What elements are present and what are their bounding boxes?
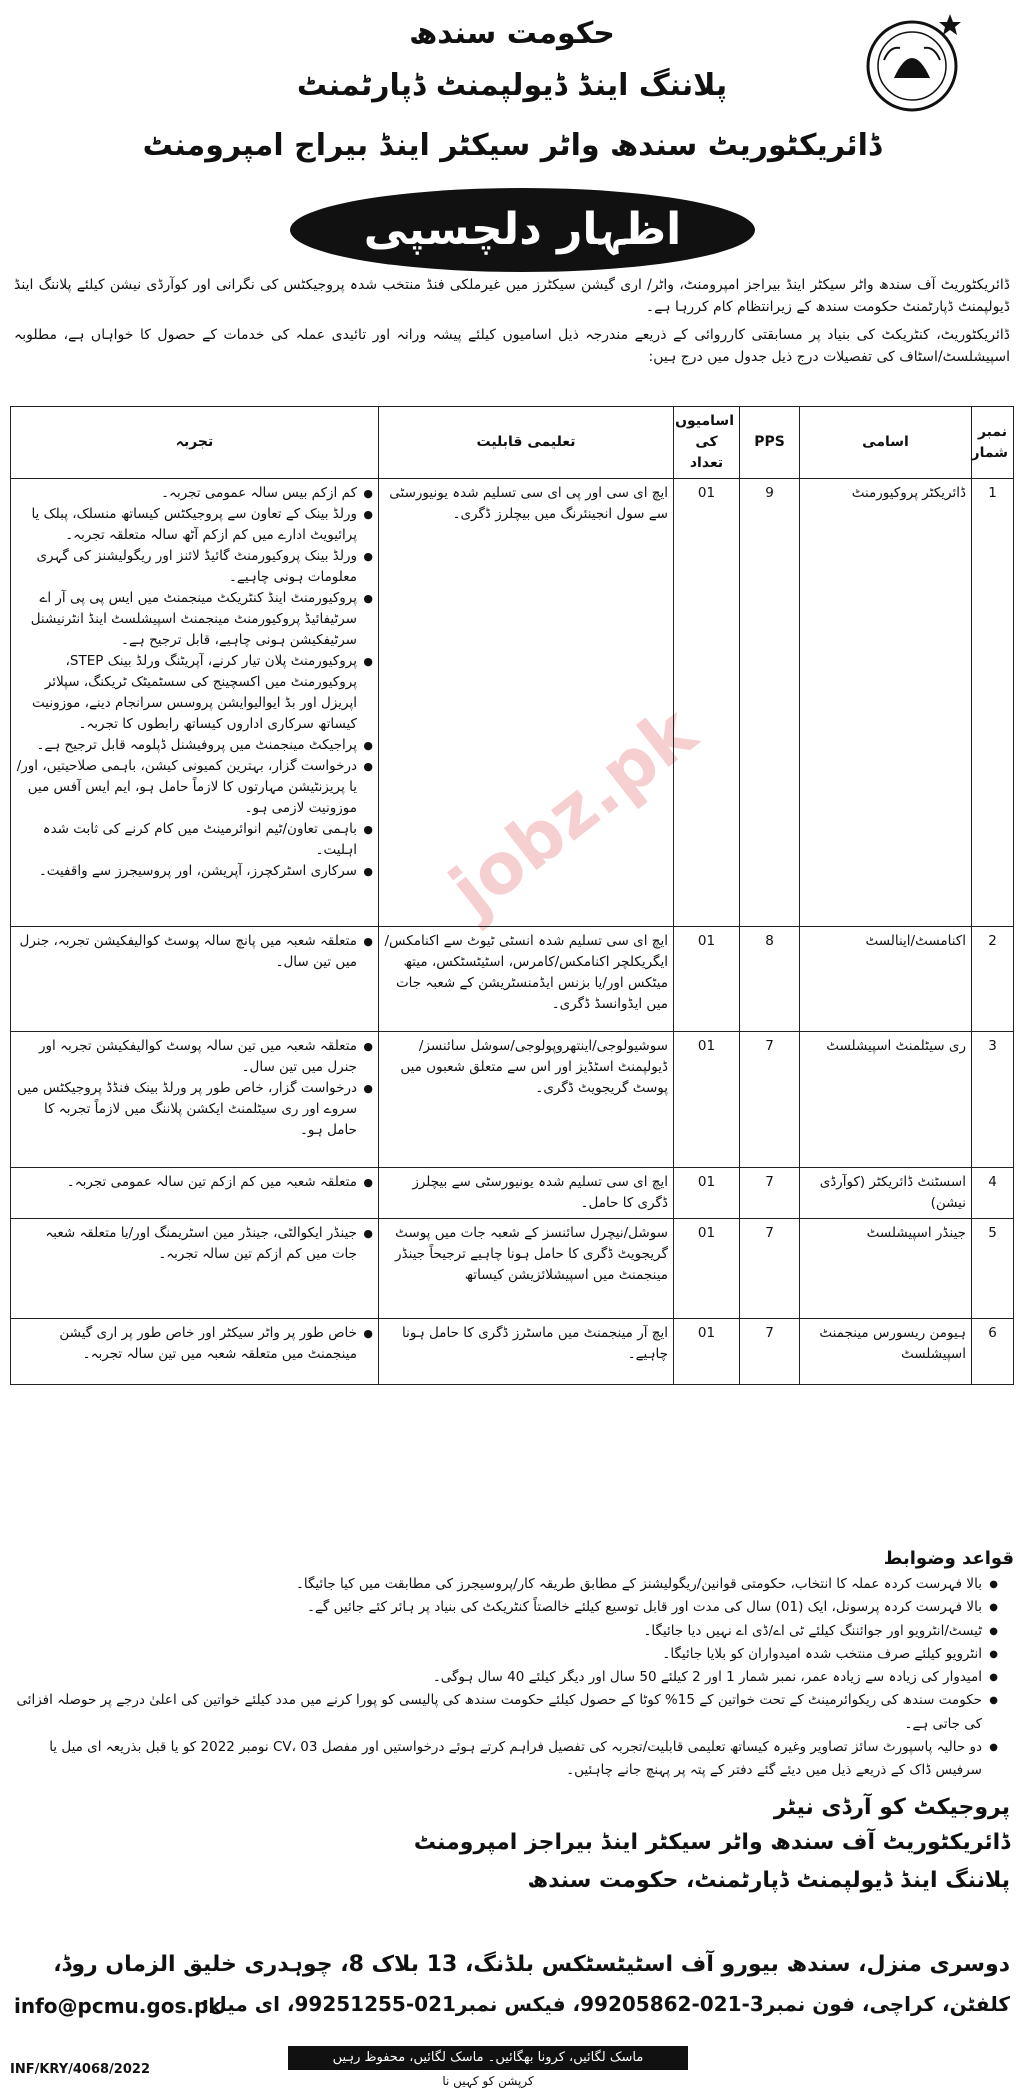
cell-qualification: ایچ ای سی تسلیم شدہ یونیورسٹی سے بیچلرز ڈگری کا حامل۔ (379, 1168, 674, 1219)
rule-item: ● ٹیسٹ/انٹرویو اور جوائننگ کیلئے ٹی اے/ڈی اے نہیں دیا جائیگا۔ (14, 1620, 982, 1643)
experience-item: ● پروکیورمنٹ اینڈ کنٹریکٹ مینجمنٹ میں ایس پی پی آر اے سرٹیفائیڈ پروکیورمنٹ مینجمنٹ اسپیشلسٹ اینڈ انٹرنیشنل سرٹیفکیشن ہونی چاہیے، قابل ترجیح ہے۔ (16, 588, 359, 651)
cell-post: جینڈر اسپیشلسٹ (800, 1219, 972, 1319)
table-row (11, 1032, 1014, 1168)
rule-item: ● بالا فہرست کردہ پرسونل، ایک (01) سال کی مدت اور قابل توسیع کیلئے خالصتاً کنٹریکٹ کی بنیاد پر ہائر کئے جائیں گے۔ (14, 1596, 982, 1619)
cell-qualification: ایچ ای سی اور پی ای سی تسلیم شدہ یونیورسٹی سے سول انجینئرنگ میں بیچلرز ڈگری۔ (379, 479, 674, 927)
cell-serial: 5 (972, 1219, 1014, 1319)
table-row (11, 927, 1014, 1032)
experience-item: ● ورلڈ بینک کے تعاون سے پروجیکٹس کیساتھ منسلک، پبلک یا پرائیویٹ ادارے میں کم ازکم آٹھ سالہ متعلقہ تجربہ۔ (16, 504, 359, 546)
header-serial: نمبر شمار (972, 407, 1014, 479)
experience-item: ● متعلقہ شعبہ میں تین سالہ پوسٹ کوالیفکیشن تجربہ اور جنرل میں تین سال۔ (16, 1036, 359, 1078)
rule-item: ● دو حالیہ پاسپورٹ سائز تصاویر وغیرہ کیساتھ تعلیمی قابلیت/تجربہ کی تفصیل فراہم کرتے ہوئے درخواستیں اور مفصل CV، 03 نومبر 2022 کو یا قبل بذریعہ ای میل یا سرفیس ڈاک کے ذریعے ذیل میں دیئے گئے دفتر کے پتہ پر پہنچ جانے چاہئیں۔ (14, 1736, 982, 1783)
cell-serial: 3 (972, 1032, 1014, 1168)
cell-serial: 1 (972, 479, 1014, 927)
experience-item: ● متعلقہ شعبہ میں کم ازکم تین سالہ عمومی تجربہ۔ (16, 1172, 359, 1193)
cell-count: 01 (674, 479, 740, 927)
header-pps: PPS (740, 407, 800, 479)
experience-item: ● پراجیکٹ مینجمنٹ میں پروفیشنل ڈپلومہ قابل ترجیح ہے۔ (16, 735, 359, 756)
cell-count: 01 (674, 927, 740, 1032)
contact-email-link[interactable]: info@pcmu.gos.pk (14, 1994, 222, 2018)
contact-directorate: ڈائریکٹوریٹ آف سندھ واٹر سیکٹر اینڈ بیراجز امپرومنٹ (413, 1830, 1010, 1855)
cell-post: اسسٹنٹ ڈائریکٹر (کوآرڈی نیشن) (800, 1168, 972, 1219)
contact-department: پلاننگ اینڈ ڈیولپمنٹ ڈپارٹمنٹ، حکومت سندھ (527, 1868, 1010, 1893)
cell-serial: 4 (972, 1168, 1014, 1219)
cell-experience (11, 927, 379, 1032)
intro-paragraph-2: ڈائریکٹوریٹ، کنٹریکٹ کی بنیاد پر مسابقتی کارروائی کے ذریعے مندرجہ ذیل اسامیوں کیلئے پیشہ ورانہ اور تائیدی عملہ کی خدمات کے حصول کا خواہاں ہے، مطلوبہ اسپیشلسٹ/اسٹاف کی تفصیلات درج ذیل جدول میں درج ہیں: (14, 327, 1010, 365)
cell-count: 01 (674, 1168, 740, 1219)
sindh-government-emblem-icon (854, 8, 964, 118)
cell-experience (11, 1319, 379, 1385)
expression-of-interest-banner: اظہار دلچسپی (290, 188, 755, 272)
cell-qualification: ایچ آر مینجمنٹ میں ماسٹرز ڈگری کا حامل ہونا چاہیے۔ (379, 1319, 674, 1385)
rule-item: ● امیدوار کی زیادہ سے زیادہ عمر، نمبر شمار 1 اور 2 کیلئے 50 سال اور دیگر کیلئے 40 سال ہوگی۔ (14, 1666, 982, 1689)
header-directorate: ڈائریکٹوریٹ سندھ واٹر سیکٹر اینڈ بیراج امپرومنٹ (142, 128, 882, 163)
cell-pps: 7 (740, 1219, 800, 1319)
cell-pps: 8 (740, 927, 800, 1032)
cell-post: ہیومن ریسورس مینجمنٹ اسپیشلسٹ (800, 1319, 972, 1385)
header-government: حکومت سندھ (409, 16, 615, 51)
watermark: jobz.pk (435, 690, 712, 932)
experience-item: ● کم ازکم بیس سالہ عمومی تجربہ۔ (16, 483, 359, 504)
rule-item: ● بالا فہرست کردہ عملہ کا انتخاب، حکومتی قوانین/ریگولیشنز کے مطابق طریقہ کار/پروسیجرز کی مطابقت میں کیا جائیگا۔ (14, 1573, 982, 1596)
experience-item: ● سرکاری اسٹرکچرز، آپریشن، اور پروسیجرز سے واقفیت۔ (16, 861, 359, 882)
experience-item: ● ورلڈ بینک پروکیورمنٹ گائیڈ لائنز اور ریگولیشنز کی گہری معلومات ہونی چاہیے۔ (16, 546, 359, 588)
cell-pps: 9 (740, 479, 800, 927)
cell-post: اکنامسٹ/اینالسٹ (800, 927, 972, 1032)
reference-number: INF/KRY/4068/2022 (10, 2062, 150, 2077)
experience-item: ● متعلقہ شعبہ میں پانچ سالہ پوسٹ کوالیفکیشن تجربہ، جنرل میں تین سال۔ (16, 931, 359, 973)
cell-count: 01 (674, 1319, 740, 1385)
cell-experience (11, 1168, 379, 1219)
cell-serial: 6 (972, 1319, 1014, 1385)
experience-item: ● باہمی تعاون/ٹیم انوائرمینٹ میں کام کرنے کی ثابت شدہ اہلیت۔ (16, 819, 359, 861)
header-post: اسامی (800, 407, 972, 479)
rules-title: قواعد وضوابط (883, 1548, 1014, 1569)
cell-qualification: سوشیولوجی/اینتھروپولوجی/سوشل سائنسز/ڈیولپمنٹ اسٹڈیز اور اس سے متعلق شعبوں میں پوسٹ گریجویٹ ڈگری۔ (379, 1032, 674, 1168)
experience-item: ● درخواست گزار، بہترین کمیونی کیشن، باہمی صلاحیتیں، اور/یا پریزنٹیشن مہارتوں کا لازماً حامل ہو، ایم ایس آفس میں موزونیت لازمی ہو۔ (16, 756, 359, 819)
table-row (11, 1168, 1014, 1219)
cell-experience (11, 479, 379, 927)
table-row (11, 479, 1014, 927)
header-count: اسامیوں کی تعداد (674, 407, 740, 479)
experience-item: ● درخواست گزار، خاص طور پر ورلڈ بینک فنڈڈ پروجیکٹس میں سروے اور ری سیٹلمنٹ ایکشن پلاننگ میں لازماً تجربہ کا حامل ہو۔ (16, 1078, 359, 1141)
table-row (11, 1319, 1014, 1385)
rule-item: ● انٹرویو کیلئے صرف منتخب شدہ امیدواران کو بلایا جائیگا۔ (14, 1643, 982, 1666)
experience-item: ● خاص طور پر واٹر سیکٹر اور خاص طور پر اری گیشن مینجمنٹ میں متعلقہ شعبہ میں تین سالہ تجربہ۔ (16, 1323, 359, 1365)
anti-corruption-strip: کرپشن کو کہیں نا (442, 2074, 534, 2088)
cell-pps: 7 (740, 1168, 800, 1219)
cell-qualification: سوشل/نیچرل سائنسز کے شعبہ جات میں پوسٹ گریجویٹ ڈگری کا حامل ہونا چاہیے ترجیحاً جینڈر مینجمنٹ میں اسپیشلائزیشن کیساتھ (379, 1219, 674, 1319)
cell-pps: 7 (740, 1319, 800, 1385)
rules-list (14, 1573, 1010, 1783)
intro-paragraph-1: ڈائریکٹوریٹ آف سندھ واٹر سیکٹر اینڈ بیراجز امپرومنٹ، واٹر/ اری گیشن سیکٹرز میں غیرملکی فنڈ منتخب شدہ پروجیکٹس کی نگرانی اور کوآرڈی نیشن کیلئے پلاننگ اینڈ ڈیولپمنٹ ڈپارٹمنٹ حکومت سندھ کے زیرانتظام کام کررہا ہے۔ (14, 277, 1010, 315)
header-qualification: تعلیمی قابلیت (379, 407, 674, 479)
rule-item: ● حکومت سندھ کی ریکوائرمینٹ کے تحت خواتین کے 15% کوٹا کے حصول کیلئے حکومت سندھ کی پالیسی کو پورا کرنے میں مدد کیلئے خواتین کی اعلیٰ درجے پر حوصلہ افزائی کی جاتی ہے۔ (14, 1689, 982, 1736)
cell-post: ری سیٹلمنٹ اسپیشلسٹ (800, 1032, 972, 1168)
header-department: پلاننگ اینڈ ڈیولپمنٹ ڈپارٹمنٹ (296, 68, 728, 103)
cell-serial: 2 (972, 927, 1014, 1032)
table-row (11, 1219, 1014, 1319)
cell-count: 01 (674, 1219, 740, 1319)
cell-experience (11, 1032, 379, 1168)
mask-awareness-strip: ماسک لگائیں، کرونا بھگائیں۔ ماسک لگائیں، محفوظ رہیں (288, 2046, 688, 2070)
cell-experience (11, 1219, 379, 1319)
contact-address-line-1: دوسری منزل، سندھ بیورو آف اسٹیٹسٹکس بلڈنگ، 13 بلاک 8، چوہدری خلیق الزماں روڈ، (53, 1952, 1010, 1977)
cell-qualification: ایچ ای سی تسلیم شدہ انسٹی ٹیوٹ سے اکنامکس/ایگریکلچر اکنامکس/کامرس، اسٹیٹسٹکس، میتھ میٹکس اور/یا بزنس ایڈمنسٹریشن کے شعبہ جات میں ایڈوانسڈ ڈگری۔ (379, 927, 674, 1032)
experience-item: ● جینڈر ایکوالٹی، جینڈر مین اسٹریمنگ اور/یا متعلقہ شعبہ جات میں کم ازکم تین سالہ تجربہ۔ (16, 1223, 359, 1265)
cell-post: ڈائریکٹر پروکیورمنٹ (800, 479, 972, 927)
posts-table (10, 406, 1014, 1385)
table-header-row (11, 407, 1014, 479)
contact-address-line-2: کلفٹن، کراچی، فون نمبر3-021-99205862، فیکس نمبر021-99251255، ای میل: (201, 1992, 1010, 2016)
contact-title: پروجیکٹ کو آرڈی نیٹر (773, 1795, 1010, 1820)
cell-pps: 7 (740, 1032, 800, 1168)
header-experience: تجربہ (11, 407, 379, 479)
experience-item: ● پروکیورمنٹ پلان تیار کرنے، آپریٹنگ ورلڈ بینک STEP، پروکیورمنٹ میں اکسچینج کی سسٹمیٹک ٹریکنگ، سپلائر اپریزل اور بڈ ایوالیوایشن پروسس سرانجام دینے، موزونیت کیساتھ سرکاری اداروں کیساتھ رابطوں کا تجربہ۔ (16, 651, 359, 735)
cell-count: 01 (674, 1032, 740, 1168)
